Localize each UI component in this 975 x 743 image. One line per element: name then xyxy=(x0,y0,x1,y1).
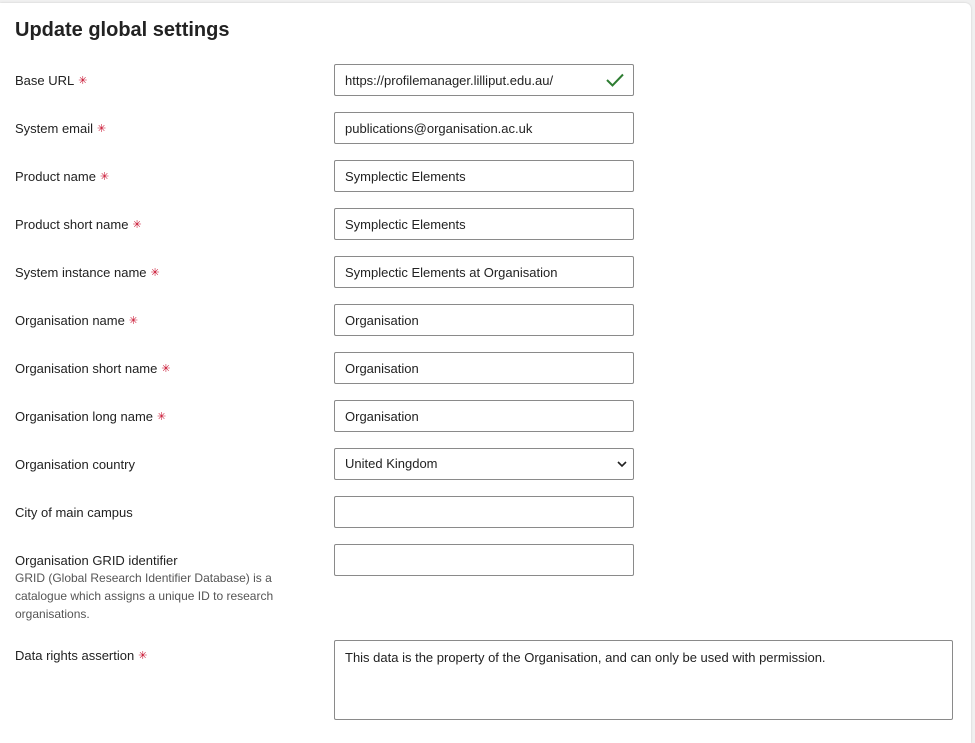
organisation-short-name-label: Organisation short name ✳ xyxy=(15,361,171,376)
system-instance-name-label: System instance name ✳ xyxy=(15,265,160,280)
organisation-long-name-label: Organisation long name ✳ xyxy=(15,409,167,424)
organisation-country-label: Organisation country xyxy=(15,457,135,472)
required-marker: ✳ xyxy=(132,219,142,231)
organisation-country-select[interactable] xyxy=(334,448,634,480)
organisation-grid-identifier-label: Organisation GRID identifier xyxy=(15,553,178,568)
required-marker: ✳ xyxy=(138,650,148,662)
city-of-main-campus-label: City of main campus xyxy=(15,505,133,520)
product-short-name-input[interactable] xyxy=(334,208,634,240)
required-marker: ✳ xyxy=(150,267,160,279)
product-name-label: Product name ✳ xyxy=(15,169,110,184)
system-email-input[interactable] xyxy=(334,112,634,144)
city-of-main-campus-input[interactable] xyxy=(334,496,634,528)
base-url-input[interactable] xyxy=(334,64,634,96)
product-short-name-label: Product short name ✳ xyxy=(15,217,142,232)
product-name-input[interactable] xyxy=(334,160,634,192)
required-marker: ✳ xyxy=(99,171,110,183)
organisation-long-name-input[interactable] xyxy=(334,400,634,432)
organisation-name-label: Organisation name ✳ xyxy=(15,313,139,328)
page-title: Update global settings xyxy=(15,19,230,41)
organisation-grid-identifier-input[interactable] xyxy=(334,544,634,576)
required-marker: ✳ xyxy=(128,315,139,327)
required-marker: ✳ xyxy=(161,363,171,375)
chevron-down-icon xyxy=(616,459,628,469)
required-marker: ✳ xyxy=(157,411,167,423)
check-icon xyxy=(605,72,625,88)
required-marker: ✳ xyxy=(97,123,107,135)
system-instance-name-input[interactable] xyxy=(334,256,634,288)
data-rights-assertion-label: Data rights assertion ✳ xyxy=(15,648,148,663)
organisation-short-name-input[interactable] xyxy=(334,352,634,384)
organisation-name-input[interactable] xyxy=(334,304,634,336)
grid-help-text: GRID (Global Research Identifier Database) is a catalogue which assigns a unique ID to research organisations. xyxy=(15,571,274,621)
base-url-label: Base URL ✳ xyxy=(15,73,88,88)
data-rights-assertion-textarea[interactable] xyxy=(334,640,953,720)
organisation-country-value: United Kingdom xyxy=(334,448,634,480)
system-email-label: System email ✳ xyxy=(15,121,107,136)
required-marker: ✳ xyxy=(78,75,88,87)
